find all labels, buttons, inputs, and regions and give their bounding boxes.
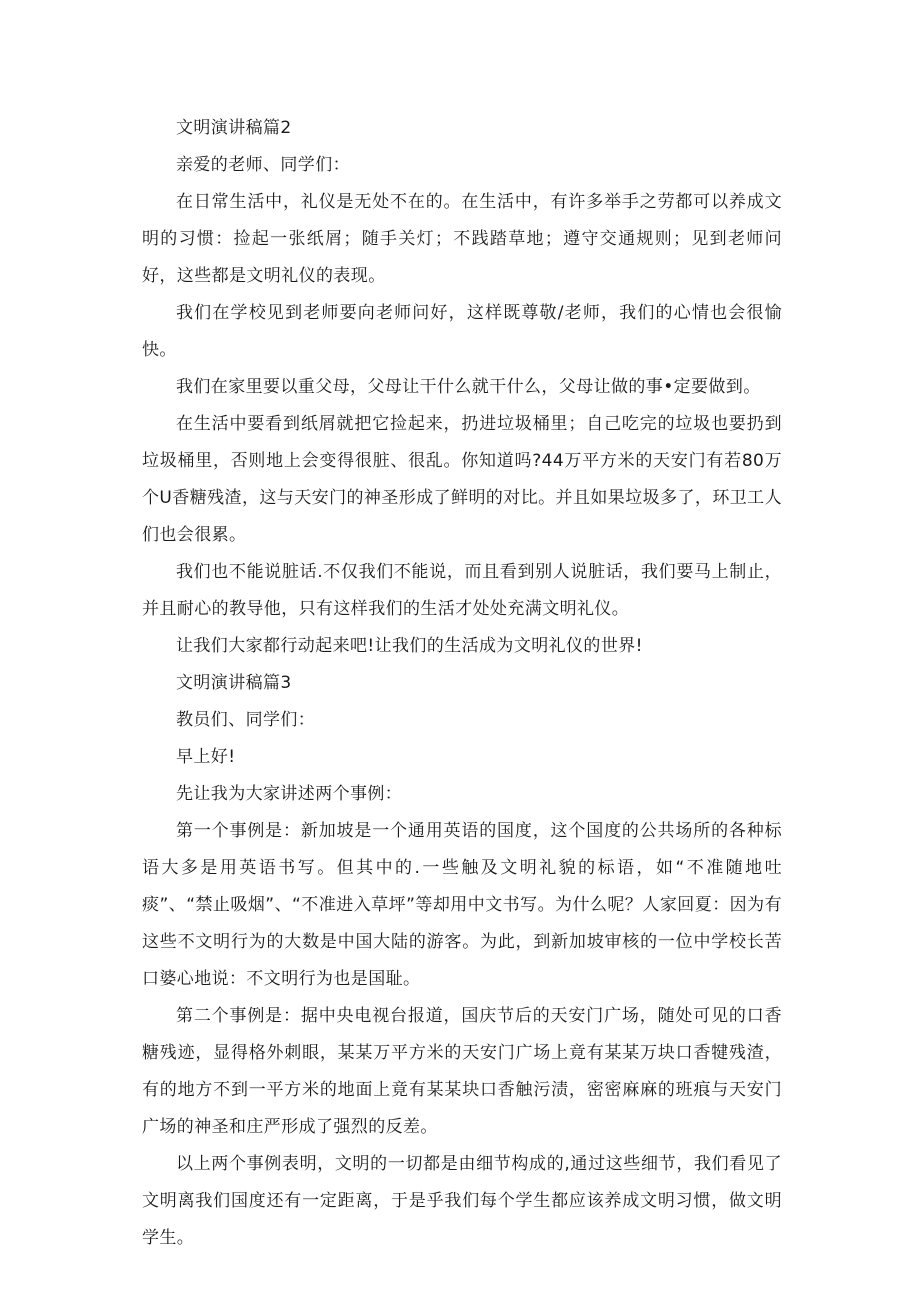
body-paragraph: 第一个事例是：新加坡是一个通用英语的国度，这个国度的公共场所的各种标语大多是用英语书写。但其中的.一些触及文明礼貌的标语，如“不准随地吐痰”、“禁止吸烟”、“不准进入草坪”等却用中文书写。为什么呢？人家回夏：因为有这些不文明行为的大数是中国大陆的游客。为此，到新加坡审核的一位中学校长苦口婆心地说：不文明行为也是国耻。: [142, 821, 782, 989]
body-paragraph: 我们也不能说脏话.不仅我们不能说，而且看到别人说脏话，我们要马上制止，并且耐心的教导他，只有这样我们的生活才处处充满文明礼仪。: [142, 562, 782, 619]
closing-paragraph: 让我们大家都行动起来吧!让我们的生活成为文明礼仪的世界!: [176, 636, 643, 656]
intro-paragraph: 先让我为大家讲述两个事例：: [176, 784, 403, 804]
document-body: [142, 110, 782, 1257]
body-paragraph: 我们在家里要以重父母，父母让干什么就干什么，父母让做的事•定要做到。: [176, 377, 761, 397]
section-title-3: 文明演讲稿篇3: [176, 673, 292, 693]
conclusion-paragraph: 以上两个事例表明，文明的一切都是由细节构成的,通过这些细节，我们看见了文明离我们国度还有一定距离，于是乎我们每个学生都应该养成文明习惯，做文明学生。: [142, 1154, 782, 1248]
body-paragraph: 在日常生活中，礼仪是无处不在的。在生活中，有许多举手之劳都可以养成文明的习惯：捡起一张纸屑；随手关灯；不践踏草地；遵守交通规则；见到老师问好，这些都是文明礼仪的表现。: [142, 192, 782, 286]
salutation: 亲爱的老师、同学们：: [176, 155, 350, 175]
greeting: 早上好!: [176, 747, 236, 767]
body-paragraph: 第二个事例是：据中央电视台报道，国庆节后的天安门广场，随处可见的口香糖残迹，显得格外刺眼，某某万平方米的天安门广场上竟有某某万块口香犍残渣，有的地方不到一平方米的地面上竟有某某块口香触污渍，密密麻麻的班痕与天安门广场的神圣和庄严形成了强烈的反差。: [142, 1006, 782, 1137]
body-paragraph: 我们在学校见到老师要向老师问好，这样既尊敬/老师，我们的心情也会很愉快。: [142, 303, 782, 360]
section-title-2: 文明演讲稿篇2: [176, 118, 292, 138]
salutation: 教员们、同学们：: [176, 710, 316, 730]
body-paragraph: 在生活中要看到纸屑就把它捡起来，扔进垃圾桶里；自己吃完的垃圾也要扔到垃圾桶里，否则地上会变得很脏、很乱。你知道吗?44万平方米的天安门有若80万个U香糖残渣，这与天安门的神圣形成了鲜明的对比。并且如果垃圾多了，环卫工人们也会很累。: [142, 414, 782, 545]
